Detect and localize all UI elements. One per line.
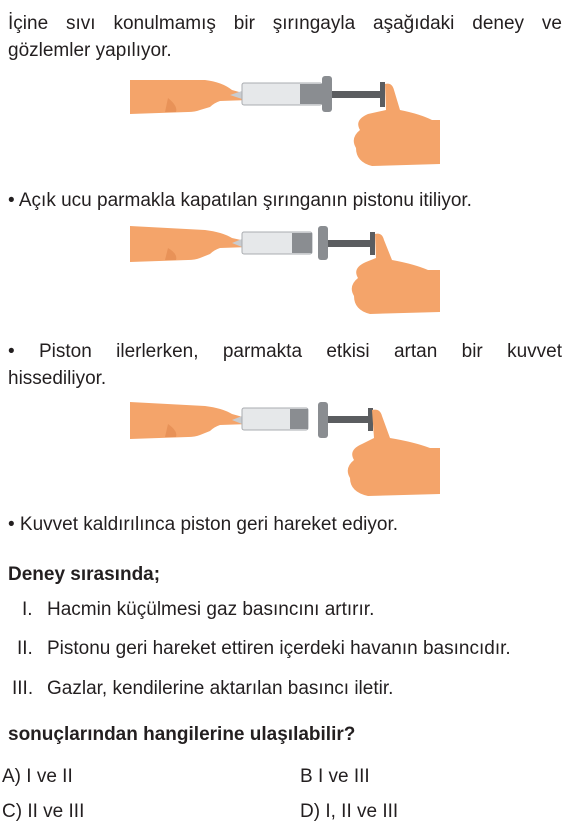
option-d[interactable]: D) I, II ve III <box>300 801 399 822</box>
option-b[interactable]: B I ve III <box>300 766 370 787</box>
step-1: • Açık ucu parmakla kapatılan şırınganın pistonu itiliyor. <box>8 190 472 211</box>
step-3: • Kuvvet kaldırılınca piston geri hareket ediyor. <box>8 514 399 535</box>
syringe-figure-2 <box>0 220 570 316</box>
intro-line-2: gözlemler yapılıyor. <box>8 40 172 61</box>
syringe-1 <box>230 76 385 112</box>
statement-2-text: Pistonu geri hareket ettiren içerdeki havanın basıncıdır. <box>47 638 511 659</box>
statement-3-text: Gazlar, kendilerine aktarılan basıncı iletir. <box>47 678 394 699</box>
syringe-figure-3 <box>0 394 570 498</box>
question-header: Deney sırasında; <box>8 564 161 585</box>
pointing-hand-1 <box>130 80 252 114</box>
statement-3-number: III. <box>12 678 34 699</box>
question-text: sonuçlarından hangilerine ulaşılabilir? <box>8 724 356 745</box>
pointing-hand-2 <box>130 226 252 262</box>
intro-line-1: İçine sıvı konulmamış bir şırıngayla aşağıdaki deney ve <box>8 13 562 34</box>
step-2-line-2: hissediliyor. <box>8 368 107 389</box>
statement-1-number: I. <box>22 599 33 620</box>
syringe-3 <box>232 402 373 438</box>
statement-2-number: II. <box>17 638 33 659</box>
step-2-line-1: • Piston ilerlerken, parmakta etkisi artan bir kuvvet <box>8 341 562 362</box>
syringe-2 <box>232 226 375 260</box>
option-c[interactable]: C) II ve III <box>2 801 85 822</box>
syringe-figure-1 <box>0 62 570 170</box>
statement-1-text: Hacmin küçülmesi gaz basıncını artırır. <box>47 599 375 620</box>
option-a[interactable]: A) I ve II <box>2 766 73 787</box>
